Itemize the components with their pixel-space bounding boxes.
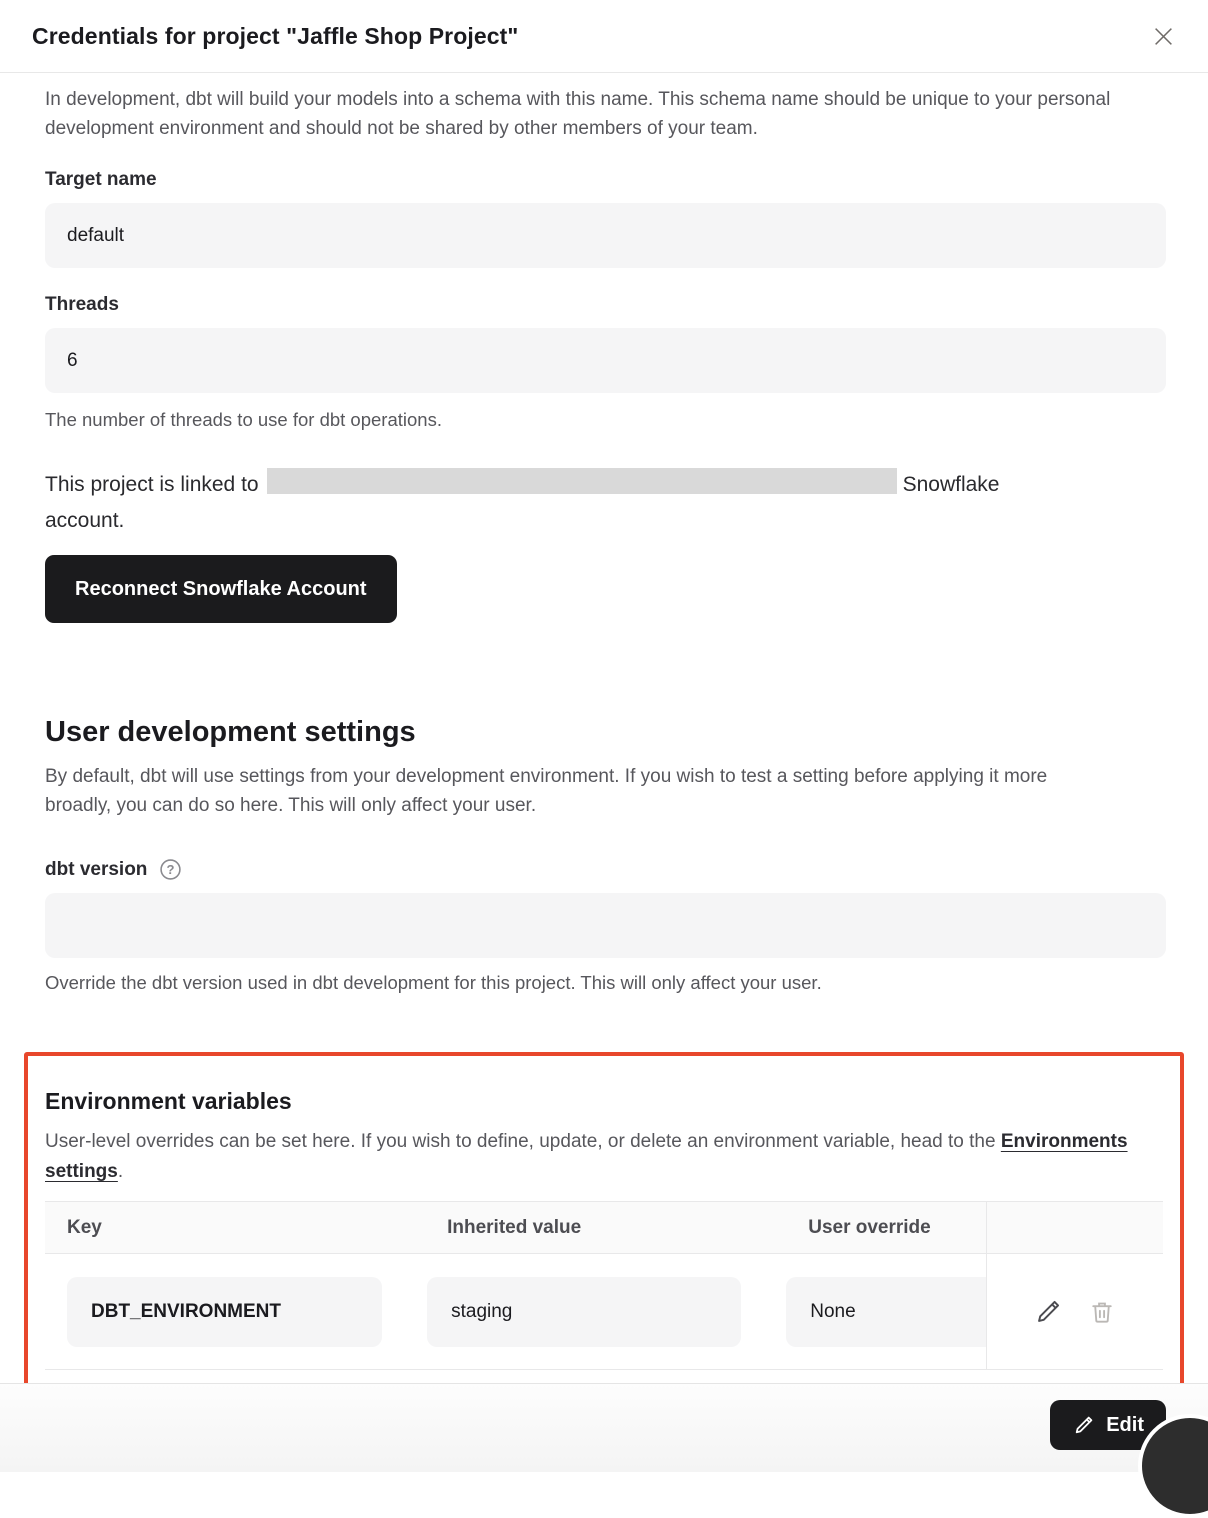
reconnect-snowflake-button[interactable]: Reconnect Snowflake Account [45,555,397,623]
dbt-version-input[interactable] [45,893,1166,958]
environment-variables-annotation-box [24,1052,1184,1388]
modal-footer [0,1383,1208,1472]
svg-text:?: ? [166,862,175,878]
column-header-inherited-value: Inherited value [425,1202,786,1254]
column-header-actions [986,1202,1163,1254]
close-button[interactable] [1146,19,1180,53]
threads-helper-text: The number of threads to use for dbt operations. [45,409,442,430]
redacted-account-name [267,468,897,494]
env-var-inherited-cell: staging [427,1277,741,1347]
delete-row-button[interactable] [1088,1298,1116,1326]
edit-button[interactable]: Edit [1050,1400,1166,1450]
pencil-icon [1072,1413,1096,1437]
env-var-key-cell: DBT_ENVIRONMENT [67,1277,382,1347]
table-row [45,1254,1163,1370]
dbt-version-label: dbt version ? [45,858,1166,881]
table-header-row [45,1202,1163,1254]
target-name-label: Target name [45,169,157,190]
target-name-input[interactable] [45,203,1166,268]
linked-account-text: This project is linked to Snowflake account. [45,467,1065,539]
threads-input[interactable] [45,328,1166,393]
env-var-override-cell: None [786,1277,986,1347]
edit-row-button[interactable] [1033,1296,1064,1327]
pencil-icon [1033,1296,1064,1327]
modal-content [0,85,1208,1388]
column-header-key: Key [45,1202,425,1254]
environment-variables-heading: Environment variables [45,1088,292,1114]
schema-description: In development, dbt will build your models into a schema with this name. This schema name should be unique to your personal development environment and should not be shared by other members of your team. [45,89,1111,139]
environment-variables-table [45,1201,1163,1370]
environment-variables-description: User-level overrides can be set here. If you wish to define, update, or delete an environment variable, head to the Environments settings. [45,1131,1128,1182]
user-dev-settings-heading: User development settings [45,716,416,748]
modal-title: Credentials for project "Jaffle Shop Project" [32,22,519,49]
user-dev-settings-description: By default, dbt will use settings from your development environment. If you wish to test a setting before applying it more broadly, you can do so here. This will only affect your user. [45,766,1048,816]
dbt-version-helper-text: Override the dbt version used in dbt development for this project. This will only affect your user. [45,972,822,993]
close-icon [1150,23,1177,50]
threads-label: Threads [45,294,119,315]
help-icon[interactable] [159,858,182,881]
trash-icon [1088,1298,1116,1326]
column-header-user-override: User override [786,1202,986,1254]
modal-header [0,0,1208,73]
environments-settings-link[interactable]: Environments settings [45,1131,1128,1182]
